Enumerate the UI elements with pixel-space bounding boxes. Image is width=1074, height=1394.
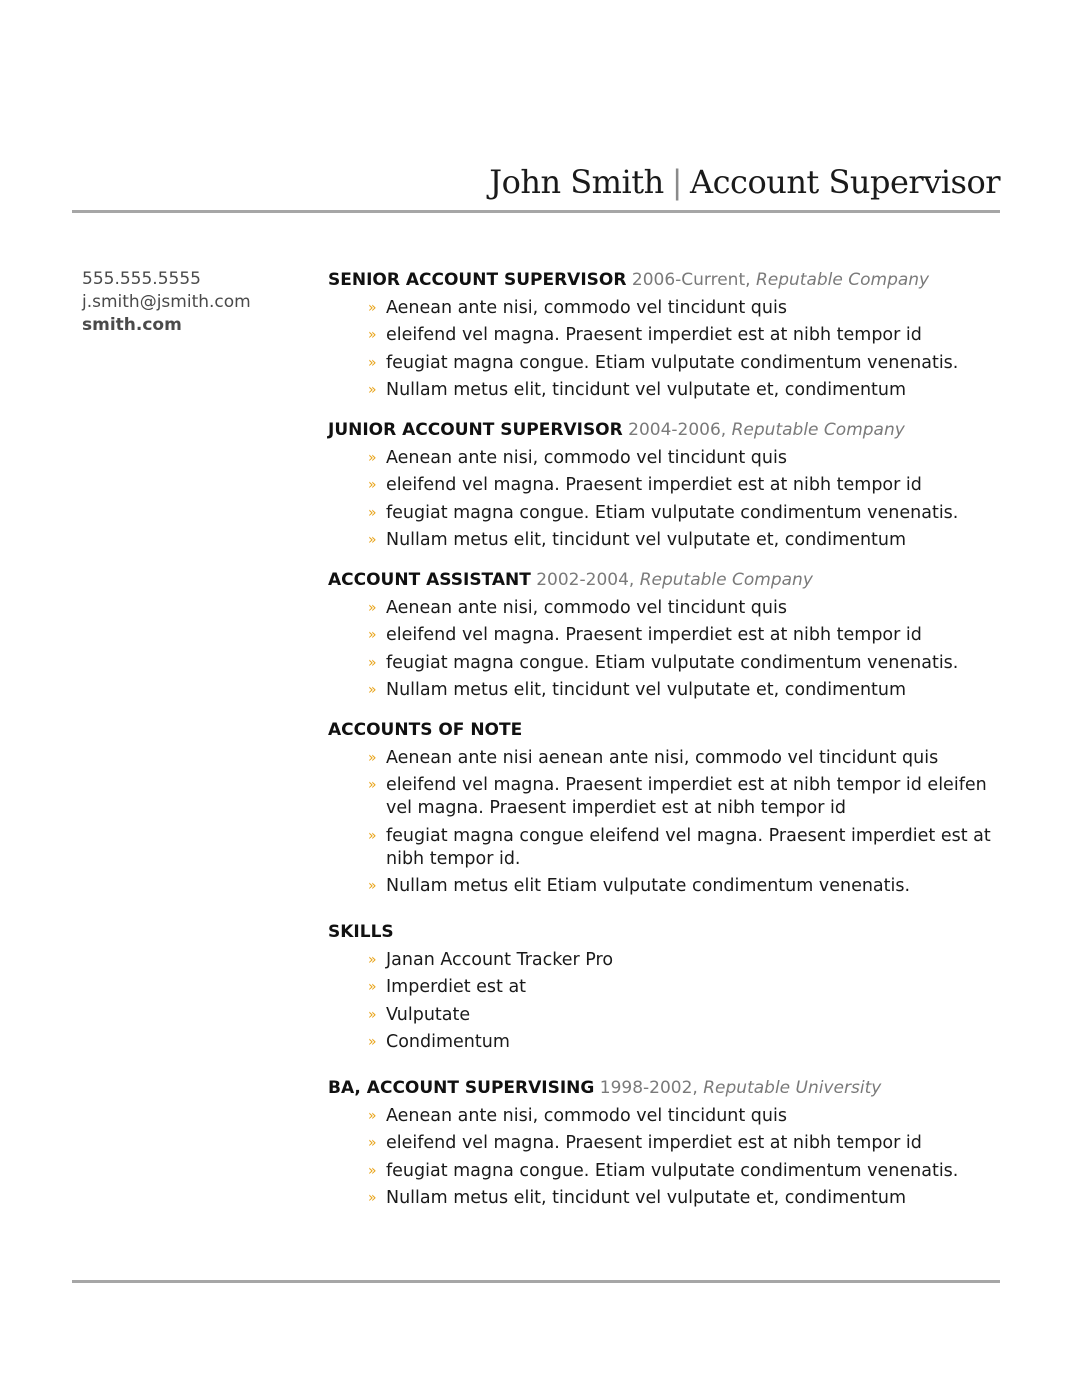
- bullet-text: feugiat magna congue. Etiam vulputate condimentum venenatis.: [386, 652, 959, 673]
- double-chevron-icon: »: [368, 1135, 377, 1151]
- section-accounts-of-note: [328, 718, 1018, 898]
- double-chevron-icon: »: [368, 627, 377, 643]
- double-chevron-icon: »: [368, 354, 377, 371]
- double-chevron-icon: »: [368, 1034, 377, 1050]
- section-junior-account-supervisor: [328, 418, 1018, 552]
- bullet-text: Nullam metus elit, tincidunt vel vulputate et, condimentum: [386, 530, 907, 550]
- double-chevron-icon: »: [368, 1006, 377, 1023]
- candidate-title: Account Supervisor: [689, 163, 1000, 201]
- bullet-text: eleifend vel magna. Praesent imperdiet est at nibh tempor id eleifen vel magna. Praesent imperdiet est at nibh tempor id: [386, 775, 987, 818]
- contact-block: [82, 268, 312, 337]
- bullet-text: feugiat magna congue. Etiam vulputate condimentum venenatis.: [386, 352, 959, 373]
- bullet-list: [328, 297, 1018, 403]
- top-divider: [72, 210, 1000, 213]
- contact-website: smith.com: [82, 315, 182, 335]
- list-item: [368, 976, 1018, 999]
- bullet-text: eleifend vel magna. Praesent imperdiet est at nibh tempor id: [386, 475, 922, 495]
- section-org: Reputable Company: [755, 270, 930, 290]
- double-chevron-icon: »: [368, 654, 377, 671]
- bullet-text: eleifend vel magna. Praesent imperdiet est at nibh tempor id: [386, 625, 922, 645]
- section-senior-account-supervisor: [328, 268, 1018, 402]
- contact-phone: 555.555.5555: [82, 269, 201, 289]
- double-chevron-icon: »: [368, 1162, 377, 1179]
- bullet-text: Aenean ante nisi, commodo vel tincidunt quis: [386, 597, 787, 618]
- section-years: 2002-2004,: [536, 570, 635, 590]
- section-org: Reputable University: [703, 1078, 882, 1098]
- bullet-text: feugiat magna congue. Etiam vulputate condimentum venenatis.: [386, 1160, 959, 1181]
- bullet-text: Nullam metus elit, tincidunt vel vulputate et, condimentum: [386, 380, 907, 400]
- bullet-text: eleifend vel magna. Praesent imperdiet est at nibh tempor id: [386, 325, 922, 345]
- section-heading: [328, 568, 1018, 592]
- double-chevron-icon: »: [368, 532, 377, 548]
- section-years: 2004-2006,: [628, 420, 727, 440]
- section-role: SENIOR ACCOUNT SUPERVISOR: [328, 270, 627, 290]
- section-heading: [328, 1076, 1018, 1100]
- list-item: [368, 1004, 1018, 1027]
- bullet-list: [328, 949, 1018, 1055]
- double-chevron-icon: »: [368, 749, 377, 766]
- section-heading: [328, 268, 1018, 292]
- list-item: [368, 747, 1018, 770]
- section-skills: [328, 920, 1018, 1054]
- section-education: [328, 1076, 1018, 1210]
- list-item: [368, 352, 1018, 375]
- section-role: ACCOUNT ASSISTANT: [328, 570, 531, 590]
- bullet-list: [328, 747, 1018, 899]
- list-item: [368, 1105, 1018, 1128]
- list-item: [368, 1187, 1018, 1210]
- list-item: [368, 679, 1018, 702]
- bullet-text: feugiat magna congue eleifend vel magna. Praesent imperdiet est at nibh tempor id.: [386, 825, 991, 869]
- list-item: [368, 474, 1018, 497]
- list-item: [368, 529, 1018, 552]
- bullet-text: Condimentum: [386, 1032, 510, 1052]
- bullet-text: eleifend vel magna. Praesent imperdiet est at nibh tempor id: [386, 1133, 922, 1153]
- bullet-list: [328, 597, 1018, 703]
- section-role: SKILLS: [328, 922, 394, 942]
- list-item: [368, 624, 1018, 647]
- resume-body: [328, 268, 1018, 1226]
- list-item: [368, 825, 1018, 871]
- candidate-name: John Smith: [489, 163, 664, 201]
- bullet-text: Vulputate: [386, 1004, 471, 1025]
- double-chevron-icon: »: [368, 477, 377, 493]
- bullet-list: [328, 1105, 1018, 1211]
- section-years: 1998-2002,: [599, 1078, 698, 1098]
- list-item: [368, 597, 1018, 620]
- bullet-text: Aenean ante nisi, commodo vel tincidunt quis: [386, 447, 787, 468]
- bullet-text: Janan Account Tracker Pro: [386, 949, 614, 970]
- double-chevron-icon: »: [368, 382, 377, 398]
- section-org: Reputable Company: [731, 420, 905, 440]
- double-chevron-icon: »: [368, 682, 377, 698]
- list-item: [368, 652, 1018, 675]
- bullet-text: Imperdiet est at: [386, 977, 527, 997]
- double-chevron-icon: »: [368, 599, 377, 616]
- bullet-text: feugiat magna congue. Etiam vulputate condimentum venenatis.: [386, 502, 959, 523]
- resume-header: [72, 160, 1000, 204]
- double-chevron-icon: »: [368, 504, 377, 521]
- list-item: [368, 379, 1018, 402]
- bullet-text: Aenean ante nisi aenean ante nisi, commodo vel tincidunt quis: [386, 747, 939, 768]
- section-heading: [328, 718, 1018, 742]
- section-heading: [328, 920, 1018, 944]
- bullet-text: Aenean ante nisi, commodo vel tincidunt quis: [386, 1105, 787, 1126]
- header-separator: |: [671, 163, 682, 201]
- double-chevron-icon: »: [368, 827, 377, 844]
- contact-email: j.smith@jsmith.com: [82, 292, 251, 312]
- section-org: Reputable Company: [639, 570, 813, 590]
- bullet-text: Nullam metus elit Etiam vulputate condimentum venenatis.: [386, 876, 911, 896]
- list-item: [368, 1132, 1018, 1155]
- double-chevron-icon: »: [368, 979, 377, 995]
- double-chevron-icon: »: [368, 1107, 377, 1124]
- bullet-list: [328, 447, 1018, 553]
- section-role: ACCOUNTS OF NOTE: [328, 720, 523, 740]
- bullet-text: Aenean ante nisi, commodo vel tincidunt quis: [386, 297, 787, 318]
- section-heading: [328, 418, 1018, 442]
- list-item: [368, 447, 1018, 470]
- double-chevron-icon: »: [368, 878, 377, 894]
- double-chevron-icon: »: [368, 1190, 377, 1206]
- list-item: [368, 502, 1018, 525]
- double-chevron-icon: »: [368, 449, 377, 466]
- section-role: BA, ACCOUNT SUPERVISING: [328, 1078, 595, 1098]
- double-chevron-icon: »: [368, 951, 377, 968]
- bullet-text: Nullam metus elit, tincidunt vel vulputate et, condimentum: [386, 680, 907, 700]
- section-account-assistant: [328, 568, 1018, 702]
- list-item: [368, 875, 1018, 898]
- double-chevron-icon: »: [368, 777, 377, 793]
- list-item: [368, 1031, 1018, 1054]
- list-item: [368, 324, 1018, 347]
- double-chevron-icon: »: [368, 327, 377, 343]
- double-chevron-icon: »: [368, 299, 377, 316]
- bullet-text: Nullam metus elit, tincidunt vel vulputate et, condimentum: [386, 1188, 907, 1208]
- list-item: [368, 1160, 1018, 1183]
- section-years: 2006-Current,: [631, 270, 751, 290]
- list-item: [368, 774, 1018, 820]
- list-item: [368, 949, 1018, 972]
- section-role: JUNIOR ACCOUNT SUPERVISOR: [328, 420, 623, 440]
- bottom-divider: [72, 1280, 1000, 1283]
- list-item: [368, 297, 1018, 320]
